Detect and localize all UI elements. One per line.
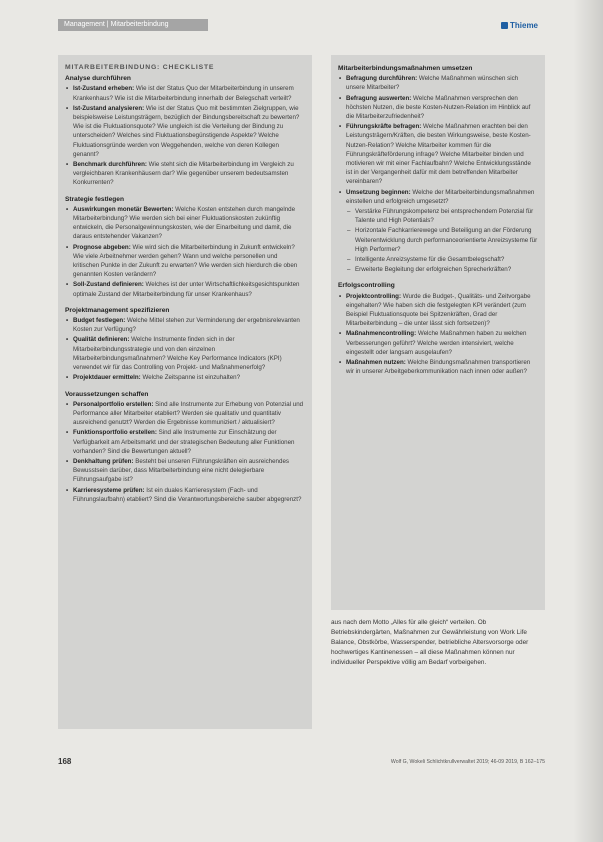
page-shadow — [573, 0, 603, 842]
checklist-item: • Prognose abgeben: Wie wird sich die Mitarbeiterbindung in Zukunft entwickeln? Wie viele Arbeitnehmer werden gehen? Wann und welche personellen und kritischen Punkte in der Zukunft zu erwarten? Wie werden sich hierdurch die oben genannten Kosten verändern? — [65, 243, 305, 280]
section-title: Voraussetzungen schaffen — [65, 390, 149, 398]
citation-footer: Wolf G, Wokeli Schlichtkrullverwaltet 2019; 46-09 2019, B 162–175 — [390, 759, 545, 765]
checklist-item: • Ist-Zustand erheben: Wie ist der Status Quo der Mitarbeiterbindung in unserem Krankenhaus? Wie ist die Mitarbeiterbindung innerhalb der Belegschaft verteilt? — [65, 84, 305, 102]
brand-logo-icon — [501, 22, 508, 29]
checklist-item: • Befragung auswerten: Welche Maßnahmen versprechen den höchsten Nutzen, die beste Kosten-Nutzen-Relation im Hinblick auf die Mitarbeiterzufriedenheit? — [338, 94, 538, 122]
checklist-item: • Projektdauer ermitteln: Welche Zeitspanne ist einzuhalten? — [65, 373, 305, 382]
checklist-item: • Maßnahmen nutzen: Welche Bindungsmaßnahmen transportieren wir in unserer Arbeitgeberkommunikation nach innen oder außen? — [338, 358, 538, 376]
checklist-item: • Ist-Zustand analysieren: Wie ist der Status Quo mit bestimmten Zielgruppen, wie beispielsweise Leistungsträgern, bezüglich der Bindungsbereitschaft zu bewerten? Wie ist die Fluktuationsquote? Wie ungleich ist die Verteilung der Bindung zu unterscheiden? Welches sind Fluktuationsbegünstigende Aspekte? Welche Fluktuationsgründe werden von Weggehenden, welche von deren Kollegen genannt? — [65, 104, 305, 159]
section-list — [65, 84, 305, 187]
checklist-item: • Befragung durchführen: Welche Maßnahmen wünschen sich unsere Mitarbeiter? — [338, 74, 538, 92]
checklist-subitem: – Horizontale Fachkarrierewege und Beteiligung an der Förderung Weiterentwicklung durch performanceorientierte Anreizsysteme für High Performer? — [338, 226, 538, 254]
checklist-box-left — [58, 55, 312, 729]
checklist-item: • Führungskräfte befragen: Welche Maßnahmen erachten bei den Leistungsträgern/Kräften, die besten Wirkungsweise, beste Kosten-Nutzen-Relation? Welche Mitarbeiter kommen für die Führungskräfteförderung infrage? Welche Mitarbeiter binden und motivieren wir mit einer Fachlaufbahn? Welche Entwicklungsstände ist in der Vergangenheit dafür mit dem betreffenden Mitarbeiter vereinbaren? — [338, 122, 538, 186]
checklist-item: • Denkhaltung prüfen: Besteht bei unseren Führungskräften ein ausreichendes Bewusstsein darüber, dass Mitarbeiterbindung eine nicht delegierbare Führungsaufgabe ist? — [65, 457, 305, 485]
checklist-headline: MITARBEITERBINDUNG: CHECKLISTE — [65, 64, 215, 71]
checklist-item: • Umsetzung beginnen: Welche der Mitarbeiterbindungsmaßnahmen einstellen und erfolgreich umgesetzt? — [338, 188, 538, 206]
section-title: Analyse durchführen — [65, 75, 131, 83]
section-list — [65, 316, 305, 382]
checklist-subitem: – Erweiterte Begleitung der erfolgreichen Sprecherkräften? — [338, 265, 538, 274]
page-number: 168 — [58, 757, 72, 766]
checklist-item: • Projektcontrolling: Wurde die Budget-, Qualitäts- und Zeitvorgabe eingehalten? Wie haben sich die festgelegten KPI verändert (zum Beispiel Fluktuationsquote bei Spitzenkräften, Grad der Mitarbeiterbindung – die unter lässt sich fortsetzen)? — [338, 292, 538, 329]
checklist-item: • Maßnahmencontrolling: Welche Maßnahmen haben zu welchen Verbesserungen geführt? Welche werden intensiviert, welche eingestellt oder langsam ausgelaufen? — [338, 329, 538, 357]
section-list — [65, 205, 305, 299]
brand-label: Thieme — [510, 21, 539, 30]
checklist-item: • Karrieresysteme prüfen: Ist ein duales Karrieresystem (Fach- und Führungslaufbahn) etabliert? Sind die Verantwortungsbereiche sauber abgegrenzt? — [65, 486, 305, 504]
section-list — [65, 400, 305, 504]
section-title: Erfolgscontrolling — [338, 282, 395, 290]
checklist-subitem: – Verstärke Führungskompetenz bei entsprechendem Potenzial für Talente und High Potentials? — [338, 207, 538, 225]
section-list — [338, 74, 538, 274]
checklist-box-right — [331, 55, 545, 610]
checklist-item: • Personalportfolio erstellen: Sind alle Instrumente zur Erhebung von Potenzial und Performance aller Mitarbeiter etabliert? Werden sie qualitativ und quantitativ ausreichend genutzt? Werden die Ergebnisse kommuniziert / aktualisiert? — [65, 400, 305, 428]
section-title: Projektmanagement spezifizieren — [65, 306, 170, 314]
checklist-item: • Benchmark durchführen: Wie steht sich die Mitarbeiterbindung im Vergleich zu vergleichbaren Krankenhäusern dar? Wie gegenüber unserem bedeutsamsten Konkurrenten? — [65, 160, 305, 188]
section-title: Mitarbeiterbindungsmaßnahmen umsetzen — [338, 65, 473, 72]
section-list — [338, 292, 538, 377]
checklist-item: • Auswirkungen monetär Bewerten: Welche Kosten entstehen durch mangelnde Mitarbeiterbindung? Wie werden sich bei einer Fluktuationskosten zukünftig entwickeln, die Personalgewinnungskosten, wie der Einarbeitung und damit, die daraus entstehender Vakanzen? — [65, 205, 305, 242]
checklist-item: • Funktionsportfolio erstellen: Sind alle Instrumente zur Einschätzung der Verfügbarkeit am Arbeitsmarkt und der strategischen Bedeutung aller Funktionen vorhanden? Sind die Bewertungen aktuell? — [65, 428, 305, 456]
checklist-subitem: – Intelligente Anreizsysteme für die Gesamtbelegschaft? — [338, 255, 538, 264]
section-header-bar: Management | Mitarbeiterbindung — [58, 19, 208, 31]
checklist-item: • Soll-Zustand definieren: Welches ist der unter Wirtschaftlichkeitsgesichtspunkten optimale Zustand der Mitarbeiterbindung für unser Krankenhaus? — [65, 280, 305, 298]
section-title: Strategie festlegen — [65, 195, 124, 203]
body-paragraph: aus nach dem Motto „Alles für alle gleich“ verteilen. Ob Betriebskindergärten, Maßnahmen zur Gewährleistung von Work Life Balance, Obstkörbe, Wasserspender, betriebliche Altersvorsorge oder hochwertiges Kantinenessen – all diese Maßnahmen können nur individueller Perspektive völlig am Bedarf vorbeigehen. — [331, 619, 529, 666]
publisher-brand — [501, 21, 538, 30]
checklist-item: • Qualität definieren: Welche Instrumente finden sich in der Mitarbeiterbindungsstrategie und von den einzelnen Mitarbeiterbindungsmaßnahmen? Welche Key Performance Indicators (KPI) verwendet wir für das Controlling von Projekt- und Maßnahmenerfolg? — [65, 335, 305, 372]
checklist-item: • Budget festlegen: Welche Mittel stehen zur Verminderung der ergebnisrelevanten Kosten zur Verfügung? — [65, 316, 305, 334]
